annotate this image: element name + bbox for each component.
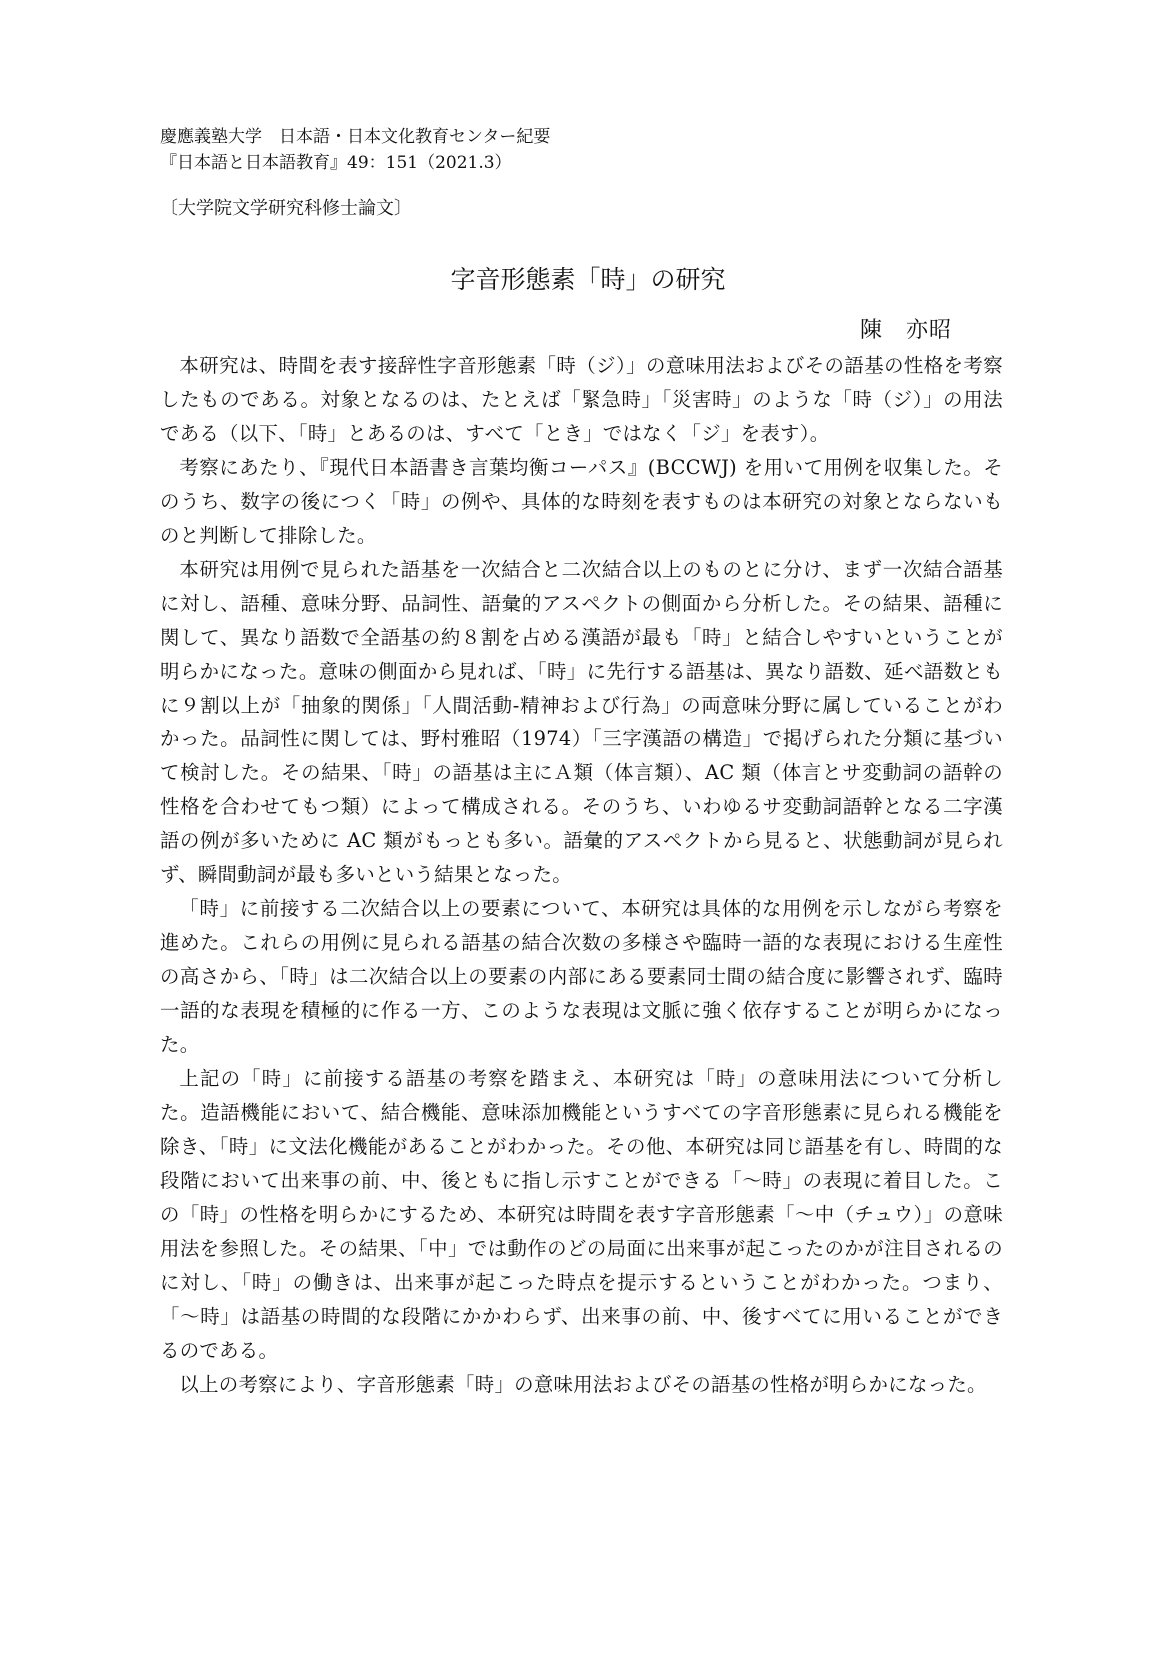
paragraph: 「時」に前接する二次結合以上の要素について、本研究は具体的な用例を示しながら考察を進めた。これらの用例に見られる語基の結合次数の多様さや臨時一語的な表現における生産性の高さから、「時」は二次結合以上の要素の内部にある要素同士間の結合度に影響されず、臨時一語的な表現を積極的に作る一方、このような表現は文脈に強く依存することが明らかになった。	[160, 897, 1003, 1057]
journal-line-1: 慶應義塾大学 日本語・日本文化教育センター紀要	[160, 127, 551, 147]
author-name: 陳 亦昭	[860, 318, 953, 343]
journal-line-2: 『日本語と日本語教育』49：151（2021.3）	[160, 153, 512, 173]
paragraph: 以上の考察により、字音形態素「時」の意味用法およびその語基の性格が明らかになった。	[179, 1372, 987, 1396]
abstract-body	[160, 349, 1003, 1402]
paragraph: 上記の「時」に前接する語基の考察を踏まえ、本研究は「時」の意味用法について分析した。造語機能において、結合機能、意味添加機能というすべての字音形態素に見られる機能を除き、「時」に文法化機能があることがわかった。その他、本研究は同じ語基を有し、時間的な段階において出来事の前、中、後ともに指し示すことができる「～時」の表現に着目した。この「時」の性格を明らかにするため、本研究は時間を表す字音形態素「～中（チュウ）」の意味用法を参照した。その結果、「中」では動作のどの局面に出来事が起こったのかが注目されるのに対し、「時」の働きは、出来事が起こった時点を提示するということがわかった。つまり、「～時」は語基の時間的な段階にかかわらず、出来事の前、中、後すべてに用いることができるのである。	[160, 1067, 1003, 1362]
paragraph: 本研究は用例で見られた語基を一次結合と二次結合以上のものとに分け、まず一次結合語基に対し、語種、意味分野、品詞性、語彙的アスペクトの側面から分析した。その結果、語種に関して、異なり語数で全語基の約８割を占める漢語が最も「時」と結合しやすいということが明らかになった。意味の側面から見れば、「時」に先行する語基は、異なり語数、延べ語数ともに９割以上が「抽象的関係」「人間活動-精神および行為」の両意味分野に属していることがわかった。品詞性に関しては、野村雅昭（1974）「三字漢語の構造」で掲げられた分類に基づいて検討した。その結果、「時」の語基は主にＡ類（体言類）、AC 類（体言とサ変動詞の語幹の性格を合わせてもつ類）によって構成される。そのうち、いわゆるサ変動詞語幹となる二字漢語の例が多いために AC 類がもっとも多い。語彙的アスペクトから見ると、状態動詞が見られず、瞬間動詞が最も多いという結果となった。	[160, 557, 1003, 887]
paper-title: 字音形態素「時」の研究	[450, 265, 726, 294]
paragraph: 本研究は、時間を表す接辞性字音形態素「時（ジ）」の意味用法およびその語基の性格を考察したものである。対象となるのは、たとえば「緊急時」「災害時」のような「時（ジ）」の用法である（以下、「時」とあるのは、すべて「とき」ではなく「ジ」を表す）。	[160, 354, 1003, 445]
journal-info	[160, 124, 550, 176]
paragraph: 考察にあたり、『現代日本語書き言葉均衡コーパス』(BCCWJ) を用いて用例を収集した。そのうち、数字の後につく「時」の例や、具体的な時刻を表すものは本研究の対象とならないものと判断して排除した。	[160, 455, 1003, 547]
paper-category: 〔大学院文学研究科修士論文〕	[160, 198, 412, 219]
